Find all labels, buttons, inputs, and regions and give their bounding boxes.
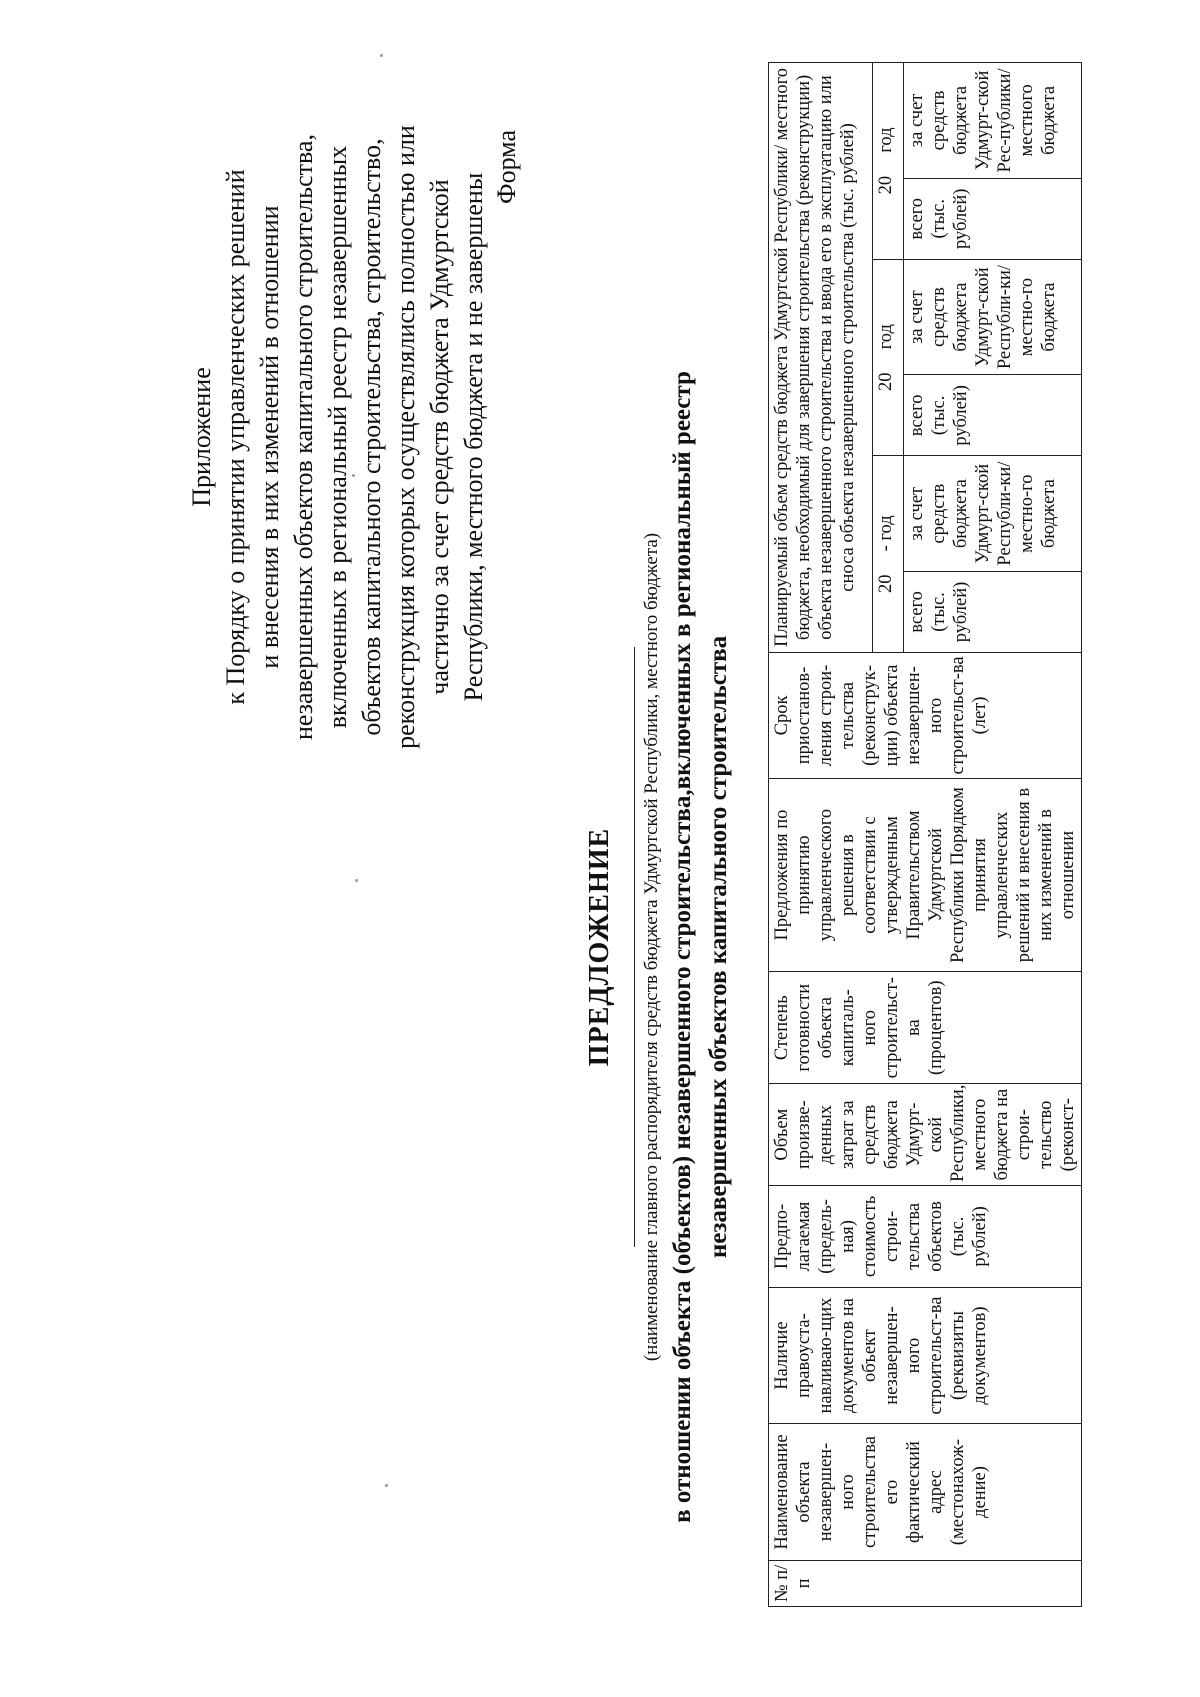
col-volume-header: Объем произве-денных затрат за средств бюджета Удмурт-ской Республики, местного бюджета на строи-тельство (реконст-	[769, 1084, 1082, 1186]
year-header: 20 год	[873, 63, 903, 260]
document-title: ПРЕДЛОЖЕНИЕ	[584, 827, 615, 1067]
appendix-line: реконструкция которых осуществлялись полностью или	[391, 125, 420, 749]
col-cost-header: Предпо-лагаемая (предель-ная) стоимость строи-тельства объектов (тыс. рублей)	[769, 1186, 1082, 1288]
col-name-header: Наименование объекта незавершен-ного строительства его фактический адрес (местонахож-дение)	[769, 1424, 1082, 1560]
subcol-budget: за счет средств бюджета Удмурт-ской Республи-ки/местно-го бюджета	[903, 259, 1081, 375]
col-readiness-header: Степень готовности объекта капиталь-ного строительст-ва (процентов)	[769, 972, 1082, 1084]
subcol-budget: за счет средств бюджета Удмурт-ской Рес-публики/ местного бюджета	[903, 63, 1081, 179]
year-header: 20 - год	[873, 456, 903, 653]
col-suspension-header: Срок приостанов-ления строи-тельства (реконструк-ции) объекта незавершен-ного строительст-ва (лет)	[769, 652, 1082, 778]
appendix-line: объектов капитального строительства, строительство,	[357, 138, 386, 736]
scan-speck	[355, 879, 358, 882]
appendix-line: и внесения в них изменений в отношении	[255, 205, 284, 669]
fill-in-caption: (наименование главного распорядителя средств бюджета Удмуртской Республики, местного бюджета)	[641, 532, 662, 1362]
fill-in-line	[634, 647, 635, 1247]
col-proposals-header: Предложения по принятию управленческого решения в соответствии с утвержденным Правительством Удмуртской Республики Порядком принятия управленческих решений и внесения в них изменений в отношении	[769, 778, 1082, 971]
appendix-line: частично за счет средств бюджета Удмуртской	[425, 179, 454, 695]
proposal-table	[768, 62, 1082, 1607]
proposal-heading	[570, 347, 735, 1547]
appendix-line: Приложение	[187, 367, 216, 507]
appendix-block	[185, 57, 491, 817]
col-number-header: № п/п	[769, 1560, 1082, 1606]
col-documents-header: Наличие правоуста-навливаю-щих документов на объект незавершен-ного строительст-ва (реквизиты документов)	[769, 1287, 1082, 1423]
subject-line: в отношении объекта (объектов) незавершенного строительства,включенных в региональный реестр	[669, 371, 696, 1523]
subject-line: незавершенных объектов капитального строительства	[705, 635, 732, 1259]
col-planned-header: Планируемый объем средств бюджета Удмуртской Республики/ местного бюджета, необходимый для завершения строительства (реконструкции) объекта незавершенного строительства и ввода его в эксплуатацию или сноса объекта незавершенного строительства (тыс. рублей)	[769, 63, 873, 653]
subcol-total: всего (тыс. рублей)	[903, 571, 1081, 652]
subcol-budget: за счет средств бюджета Удмурт-ской Республи-ки/местно-го бюджета	[903, 456, 1081, 572]
subcol-total: всего (тыс. рублей)	[903, 178, 1081, 259]
form-label: Форма	[492, 130, 521, 204]
appendix-line: Республики, местного бюджета и не завершены	[459, 172, 488, 702]
appendix-line: незавершенных объектов капитального строительства,	[289, 134, 318, 740]
subcol-total: всего (тыс. рублей)	[903, 375, 1081, 456]
appendix-line: к Порядку о принятии управленческих решений	[221, 169, 250, 705]
scan-speck	[385, 1484, 388, 1487]
year-header: 20 год	[873, 259, 903, 456]
appendix-line: включенных в региональный реестр незавершенных	[323, 145, 352, 729]
